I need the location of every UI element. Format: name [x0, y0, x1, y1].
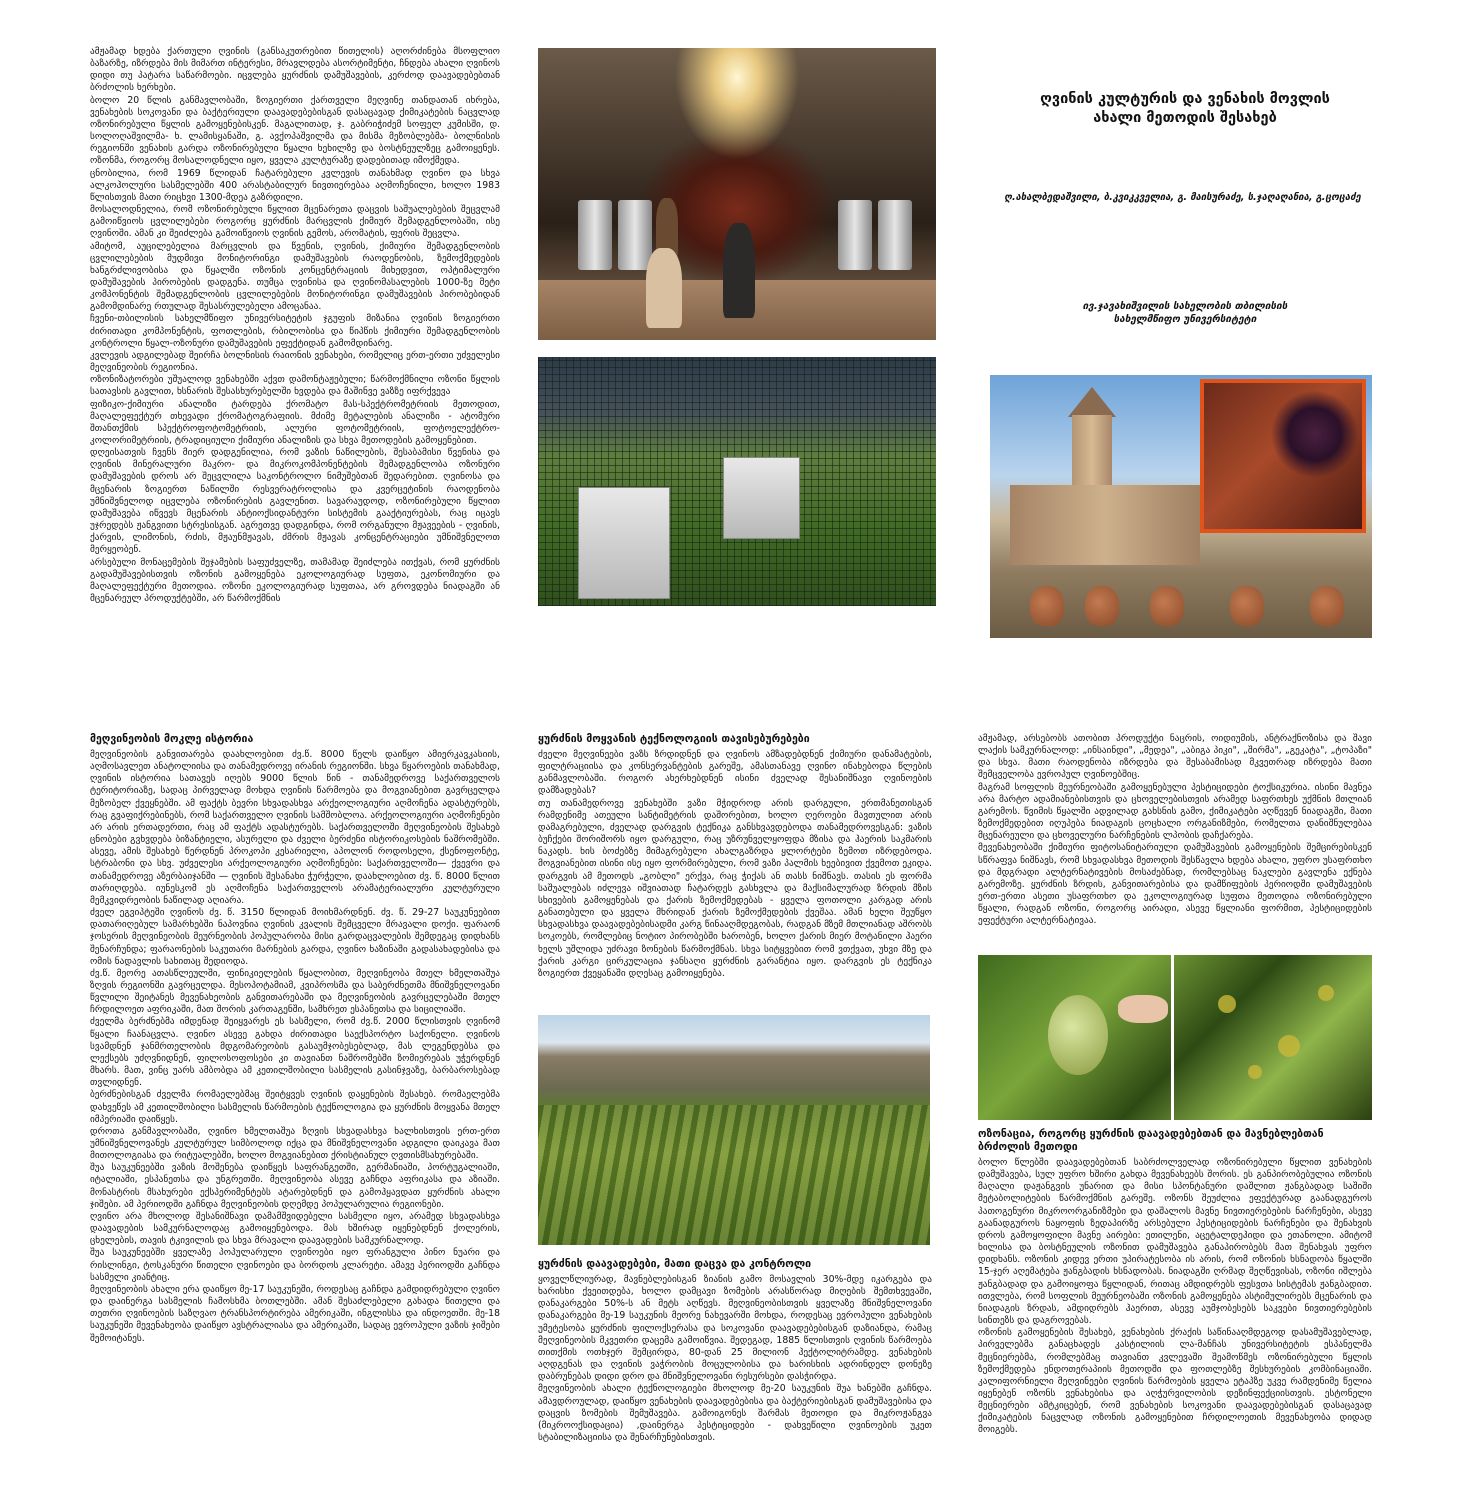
title-line: ახალი მეთოდის შესახებ: [1093, 110, 1277, 126]
institution: [990, 300, 1380, 326]
paragraph: თუ თანამედროვე ვენახებში ვაზი მჭიდროდ არის დარგული, ერთმანეთისგან რამდენიმე ათეული სანტიმეტრის დაშორებით, ხოლო ღეროები მავთულით არის დამაგრებული, ძველად დარგვის ტექნიკა განსხვავდებოდა თანამედროვესგან: ვაზის ბუჩქები შორიშორს იყო დარგული, რაც უზრუნველყოფდა მზისა და ჰაერის საკმარის ნაკადს. ხის ბოძებზე მიმაგრებული ახალგაზრდა ყლორტები ზემოთ იზრდებოდა. მოგვიანებით ისინი ისე იყო ფორმირებული, რომ ვაზი პალმის ხეებივით ქვემოთ ეკიდა. დარგვის ამ მეთოდს „გობლი" ერქვა, რაც ჭიქას ან თასს ნიშნავს. თასის ეს ფორმა საშუალებას იძლევა იშვიათად ჩატარდეს გასხვლა და მაქსიმალურად ზრდის მზის სხივების გამოყენებას და ქარის ზემოქმედებას - ყველა ფოთოლი კარგად არის განათებული და ყველა მხრიდან ქარის ზემოქმედების ქვეშაა. ამან ხელი შეუწყო სხვადასხვა დაავადებებისადმი კარგ წინააღმდეგობას, რადგან მზემ მთლიანად აშრობს სოკოებს, რომლებიც ნოტიო პირობებში ხარობენ, ხოლო ქარის მიერ მოტანილი ჰაერი ხელს უშლიდა უძრავი ზონების წარმოქმნას. სხვა სიტყვებით რომ ვთქვათ, უხვი მზე და ქარის კარგი ცირკულაცია ჯანსაღი ყურძნის გარანტია იყო. დარგვის ეს ტექნიკა ზოგიერთ ქვეყანაში დღესაც გამოიყენება.: [538, 797, 932, 979]
intro-text-column: [90, 46, 500, 690]
paragraph: არსებული მონაცემების შეჯამების საფუძველზე, თამამად შეიძლება ითქვას, რომ ყურძნის გადამუშავებისთვის ოზონის გამოყენება ეკოლოგიურად სუფთა, ეკონომიური და მაღალეფექტური მეთოდია. ოზონი ეკოლოგიურად სუფთაა, არ გროვდება ნიადაგში ან მცენარეულ პროდუქტებში, არ წარმოქმნის: [90, 556, 500, 605]
institution-line: სახელმწიფო უნივერსიტეტი: [1113, 314, 1257, 325]
paragraph: ამჟამად ხდება ქართული ღვინის (განსაკუთრებით წითელის) აღორძინება მსოფლიო ბაზარზე, იზრდება მის მიმართ ინტერესი, მრავლდება ასორტიმენტი, ჩნდება ახალი ღვინოს დიდი თუ პატარა საწარმოები. იცვლება ყურძნის დამუშავების, კერძოდ დაავადებებთან ბრძოლის ხერხები.: [90, 46, 500, 94]
paragraph: ძველ ეგვიპტეში ღვინოს ძვ. წ. 3150 წლიდან მოიხმარდნენ. ძვ. წ. 29-27 საუკუნეებით დათარიღებულ სამარხებში ნაპოვნია ღვინის კვალის შემცველი მრავალი დოქი. ფარაონ ჯოსერის მეღვინეობის მეურნეობის პოპულარობა მისი გარდაცვალების შემდეგაც დიდხანს შენარჩუნდა; ფარაონების საკუთარი მარნების გარდა, ღვინო ხაზინაში გადასახადებისა და ომის ნადავლის სახითაც შედიოდა.: [90, 907, 500, 967]
paragraph: ძველმა ბერძნებმა იმდენად შეიყვარეს ეს სასმელი, რომ ძვ.წ. 2000 წლისთვის ღვინომ წყალი ჩაანაცვლა. ღვინო ასევე გახდა ძირითადი საექსპორტო საქონელი. ღვინოს სვამდნენ ჯანმრთელობის მდგომარეობის გასაუმჯობესებლად, მას ლეგენდებსა და ლექსებს უძღვნიდნენ, ფილოსოფოსები კი თავიანთ ნაშრომებში ზომიერებას უჭერდნენ მხარს. მათ, ვინც უარს ამბობდა ამ კეთილშობილი სასმელის გასინჯვაზე, ბარბაროსებად თვლიდნენ.: [90, 1016, 500, 1089]
paragraph: დღეისათვის ჩვენს მიერ დადგენილია, რომ ვაზის ნაწილების, შესაბამისი წვენისა და ღვინის მინერალური მაკრო- და მიკროკომპონენტების შემადგენლობა ოზონური დამუშავების დროს არ შეცვლილა საკონტროლო ნიმუშებთან შედარებით. ღვინოსა და მცენარის ზოგიერთ ნაწილში რესვერატროლისა და კვერცეტინის რაოდენობა უმნიშვნელოდ იცვლება ოზონირების გავლენით. სავარაუდოდ, ოზონირებული წყლით დამუშავება იწვევს მცენარის ანტიოქსიდანტური სისტემის გააქტიურებას, რაც იცავს უჯრედებს ჟანგვითი სტრესისგან. აგრეთვე დადგინდა, რომ ორგანული მჟავეების - ღვინის, ქარვის, ლიმონის, რძის, მჟაუნმჟავას, ძმრის მჟავას კონცენტრაციები უმნიშვნელოთ მერყეობენ.: [90, 447, 500, 556]
grape-diseases-section: [538, 1258, 932, 1463]
paragraph: ამიტომ, აუცილებელია მარცვლის და წვენის, ღვინის, ქიმიური შემადგენლობის ცვლილებების მუდმივი მონიტორინგი დამუშავების რაოდენობის, ზემოქმედების ხანგრძლივობისა და წყალში ოზონის კონცენტრაციის მიხედვით, ოპტიმალური დამუშავების პირობების დადგენა. თუმცა ღვინისა და ღვინომასალების 1000-ზე მეტი კომპონენტის შემადგენლობის ცვლილებების მონიტორინგი დამუშავების პირობებიდან გამომდინარე რთულად შესასრულებელი ამოცანაა.: [90, 240, 500, 313]
paragraph: ბოლო წლებში დაავადებებთან საბრძოლველად ოზონირებული წყლით ვენახების დამუშავება, სულ უფრო ხშირი გახდა მევენახეებს შორის. ეს განპირობებულია ოზონის მაღალი დაჟანგვის უნარით და მისი სპონტანური დაშლით ჟანგბადად საშიში მეტაბოლიტების წარმოქმნის გარეშე. ოზონს შეუძლია ეფექტურად გაანადგუროს პათოგენური მიკროორგანიზმები და დაშალოს მავნე ნივთიერებების ნარჩენები, ასევე გაანადგუროს ნაყოფის ზედაპირზე არსებული პესტიციდების ნარჩენები და შენახვის დროს გამოყოფილი მავნე აირები: ეთილენი, აცეტალდეჰიდი და ეთანოლი. ამიტომ ხილისა და ბოსტნეულის ოზონით დამუშავება განაპირობებს მათ შენახვას უფრო დიდხანს. ოზონის კიდევ ერთი უპირატესობა ის არის, რომ ოზონის ხსნადობა წყალში 15-ჯერ აღემატება ჟანგბადის ხსნადობას. ნიადაგში ღრმად შეღწევისას, ოზონი იშლება ჟანგბადად და გამოიყოფა წყლიდან, რითაც ამდიდრებს ფესვთა სისტემას ჟანგბადით. ითვლება, რომ სოფლის მეურნეობაში ოზონის გამოყენება ასტიმულირებს მცენარის და ნიადაგის ზრდას, ამდიდრებს ჰაერით, ასევე აუმჯობესებს საკვები ნივთიერებების სინთეზს და დაგროვებას.: [978, 1157, 1372, 1327]
title-line: ღვინის კულტურის და ვენახის მოვლის: [1040, 91, 1330, 107]
paragraph: ოზონის გამოყენების შესახებ, ვენახების ქრაქის საწინააღმდეგოდ დასამუშავებლად, პირველებმა განაცხადეს კასტილიის ლა-მანჩას უნივერსიტეტის ესპანელმა მეცნიერებმა, რომლებმაც თავიანთ კვლევაში შეამოწმეს ოზონირებული წყლის ზემოქმედება ენდოთერაპიის მეთოდში და ფოთლებზე შესხურების კომბინაციაში. კალიფორნიელი მეღვინეები ღვინის წარმოების ყველა ეტაპზე უკვე რამდენიმე წელია იყენებენ ოზონს ვენახებისა და აღჭურვილობის დეზინფექციისთვის. ესტონელი მეცნიერები ამტკიცებენ, რომ ვენახების სოკოვანი დაავადებებისგან დასაცავად ქიმიკატების ნაცვლად ოზონის გამოყენებით ჩრდილოეთის მევენახეობა დიდად მოიგებს.: [978, 1327, 1372, 1436]
paragraph: ბოლო 20 წლის განმავლობაში, ზოგიერთი ქართველი მეღვინე თანდათან იხრება, ვენახების სოკოვანი და ბაქტერიული დაავადებებისგან დასაცავად ქიმიკატების ნაცვლად ოზონირებული წყლის გამოყენებისკენ. მაგალითად, ჯ. გაბრიჭიძემ სოფელ კუმისში, დ. სოლოღაშვილმა- ხ. ლამისყანაში, გ. ავქოპაშვილმა და მისმა მეზობლებმა- ბოლნისის რეგიონში ვენახის გარდა ოზონირებული წყალი ხეხილზე და ბოსტნეულზეც გამოიყენეს. ოზონმა, როგორც მოსალოდნელი იყო, ყველა კულტურაზე დადებითად იმოქმედა.: [90, 94, 500, 167]
solar-ozonizer-station-photo: [538, 357, 936, 606]
ozonation-section: [978, 1128, 1372, 1463]
grape-technology-section: [538, 733, 932, 1008]
paragraph: კვლევის ადგილებად შეირჩა ბოლნისის რაიონის ვენახები, რომელიც ერთ-ერთი უძველესი მეღვინეობის რეგიონია.: [90, 349, 500, 374]
wine-jug-inset-photo: [1200, 379, 1366, 533]
history-section: [90, 733, 500, 1463]
paragraph: ფიზიკო-ქიმიური ანალიზი ტარდება ქრომატო მას-სპექტრომეტრიის მეთოდით, მაღალეფექტურ თხევადი ქრომატოგრაფიის. მძიმე მეტალების ანალიზი - ატომური შთანთქმის სპექტროფოტომეტრიის, ალური ფოტომეტრიის, ფოტოელექტრო-კოლორიმეტრიის, ტრადიციული ქიმიური ანალიზის და სხვა მეთოდების გამოყენებით.: [90, 398, 500, 446]
paragraph: ცნობილია, რომ 1969 წლიდან ჩატარებული კვლევის თანახმად ღვინო და სხვა ალკოჰოლური სასმელებში 400 არასტაბილურ ნივთიერებაა აღმოჩენილი, ხოლო 1983 წლისთვის მათი რიცხვი 1300-მდეა გაზრდილი.: [90, 167, 500, 203]
paragraph: ბერძნებისგან ძველმა რომაელებმაც შეიტყვეს ღვინის დაყენების შესახებ. რომაელებმა დახვეწეს ამ კეთილშობილი სასმელის წარმოების ტექნოლოგია და ყურძნის მოყვანა მთელ იმპერიაში დაიწყეს.: [90, 1089, 500, 1125]
paragraph: მოსალოდნელია, რომ ოზონირებული წყლით მცენარეთა დაცვის საშუალებების შეცვლამ გამოიწვიოს ცვლილებები როგორც ყურძნის მარცვლის ქიმიურ შემადგენლობაში, ისე ღვინოში. ამან კი შეიძლება გამოიწვიოს ღვინის გემოს, არომატის, ფერის შეცვლა.: [90, 204, 500, 240]
paragraph: მაგრამ სოფლის მეურნეობაში გამოყენებული პესტიციდები ტოქსიკურია. ისინი მავნეა არა მარტო ადამიანებისთვის და ცხოველებისთვის არამედ საფრთხეს უქმნის მთლიან გარემოს. წვიმის წყალში ადვილად გახსნის გამო, ქიმიკატები აღწევენ ნიადაგში, მათი ზემოქმედებით იღუპება ნიადაგის ცოცხალი ორგანიზმები, რომელთა დანიშნულებაა მცენარეული და ცხოველური ნარჩენების ლპობის დაჩქარება.: [978, 781, 1372, 842]
paragraph: ოზონიზატორები უშუალოდ ვენახებში აქვთ დამონტაჟებული; წარმოქმნილი ოზონი წყლის სათავსის გავლით, ხსნარის შესასხურებელში ხვდება და მაშინვე ვაზზე იფრქვევა: [90, 374, 500, 398]
paragraph: მეღვინეობის ახალი ერა დაიწყო მე-17 საუკუნეში, როდესაც გაჩნდა გამდიდრებული ღვინო და დაინერგა სასმელის ჩამოსხმა ბოთლებში. ამან შესაძლებელი გახადა წითელი და თეთრი ღვინოების საზღვაო ტრანსპორტირება ამერიკაში, ინგლისსა და ინდოეთში. მე-18 საუკუნეში მევენახეობა დაიწყო ავსტრალიასა და ამერიკაში, სადაც ევროპული ვაზის ჯიშები შემოიტანეს.: [90, 1283, 500, 1344]
authors: ღ.ახალბედაშვილი, ბ.კვიკკველია, გ. მაისურაძე, ს.ჯაღაღანია, გ.ცოცაძე: [1004, 192, 1361, 203]
paragraph: მეღვინეობის განვითარება დაახლოებით ძვ.წ. 8000 წელს დაიწყო ამიერკავკასიის, აღმოსავლეთ ანატოლიისა და თანამედროვე ირანის რეგიონში. სხვა წყაროების თანახმად, ღვინის ისტორია სათავეს იღებს 9000 წლის წინ - თანამედროვე საქართველოს ტერიტორიაზე, სადაც პირველად მოხდა ღვინის წარმოება და მოგვიანებით გავრცელდა მეზობელ ქვეყნებში. ამ ფაქტს ბევრი სხვადასხვა არქეოლოგიური აღმოჩენა ადასტურებს, რაც გვაფიქრებინებს, რომ საქართველო ღვინის სამშობლოა. არქეოლოგიური აღმოჩენები არ არის ერთადერთი, რაც ამ ფაქტს ადასტურებს. საქართველოში მეღვინეობის შესახებ ცნობები გვხვდება ბიზანტიელი, ასურელი და ძველი ბერძენი ისტორიკოსების ნაშრომებში. ასევე, ამის შესახებ წერდნენ პროკოპი კესარიელი, აპოლონ როდოსელი, ქსენოფონტე, სტრაბონი და სხვ. უძველესი არქეოლოგიური აღმოჩენები: საქართველოში— ქვევრი და თანამედროვე აზერბაიჯანში — ღვინის შესანახი ჭურჭელი, დაახლოებით ძვ. წ. 8000 წლით თარიღდება. იუნესკომ ეს აღმოჩენა საქართველოს არამატერიალური კულტურული მემკვიდრეობის ნაწილად აღიარა.: [90, 749, 500, 906]
paragraph: შუა საუკუნეებში ყველაზე პოპულარული ღვინოები იყო ფრანგული პინო ნუარი და რისლინგი, ტოსკანური წითელი ღვინოები და ბორდოს კლარეტი. ამავე პერიოდში გაჩნდა სასმელი კიანტიც.: [90, 1247, 500, 1283]
section-heading: ოზონაცია, როგორც ყურძნის დაავადებებთან და მავნებლებთან ბრძოლის მეთოდი: [978, 1128, 1324, 1153]
institution-line: ივ.ჯავახიშვილის სახელობის თბილისის: [1082, 301, 1288, 312]
paragraph: ღვინო არა მხოლოდ შესანიშნავი დამამშვიდებელი სასმელი იყო, არამედ სხვადასხვა დაავადების სამკურნალოდაც გამოიყენებოდა. მას ხშირად იყენებდნენ ქოლერის, ცხელების, თავის ტკივილის და სხვა მრავალი დაავადების სამკურნალოდ.: [90, 1210, 500, 1247]
wine-cellar-photo: [538, 48, 936, 340]
paragraph: ამჟამად, არსებობს ათობით პროდუქტი ნაცრის, ოიდიუმის, ანტრაქნოზისა და შავი ლაქის სამკურნალოდ: „ინსაინდი", „მედეა", „აბიგა პიკი", „შირმა", „გეკატა", „ტოპაზი" და სხვა. მათი რაოდენობა იზრდება და შესაბამისად მკვეთრად იზრდება მათი შემცველობა ევროპულ ღვინოებშიც.: [978, 733, 1372, 781]
paragraph: ყოველწლიურად, მავნებლებისგან ზიანის გამო მოსავლის 30%-მდე იკარგება და ხარისხი ქვეითდება, ხოლო დამცავი ზომების არასწორად მიღების შემთხვევაში, დანაკარგები 50%-ს ან მეტს აღწევს. მეღვინეობისთვის ყველაზე მნიშვნელოვანი დანაკარგები მე-19 საუკუნის მეორე ნახევარში მოხდა, როდესაც ევროპული ვენახების უმეტესობა ყურძნის ფილოქსერასა და სოკოვანი დაავადებებისგან დაზიანდა, რამაც მეღვინეობის მკვეთრი დაცემა გამოიწვია. შედეგად, 1885 წლისთვის ღვინის წარმოება თითქმის ოთხჯერ შემცირდა, 80-დან 25 მილიონ ჰექტოლიტრამდე. ვენახების აღდგენას და ღვინის ვაჭრობის მოცულობისა და ხარისხის ადრინდელ დონეზე დაბრუნებას დიდი დრო და მნიშვნელოვანი რესურსები დასჭირდა.: [538, 1274, 932, 1383]
church-and-qvevri-photo: [990, 375, 1372, 638]
paragraph: ძველი მეღვინეები ვაზს ზრდიდნენ და ღვინოს ამზადებდნენ ქიმიური დანამატების, ფილტრაციისა და კონსერვანტების გარეშე, ამასთანავე ღვინო ინახებოდა წლების განმავლობაში. როგორ ახერხებდნენ ისინი ძველად შესანიშნავი ღვინოების დამზადებას?: [538, 749, 932, 797]
paragraph: მევენახეობაში ქიმიური ფიტოსანიტარიული დამუშავების გამოყენების შემცირებისკენ სწრაფვა ნიშნავს, რომ სხვადასხვა მეთოდის შესწავლა ხდება ახალი, უფრო უსაფრთხო და მდგრადი ალტერნატივების მოსაძებნად, რომლებსაც ნაკლები გავლენა ექნება გარემოზე. ყურძნის ზრდის, განვითარებისა და დამწიფების პერიოდში დამუშავების ერთ-ერთი ასეთი უსაფრთხო და ეკოლოგიურად სუფთა მეთოდია ოზონირებული წყალი, რადგან ოზონი, როგორც აირადი, ასევე წყლიანი ფორმით, პესტიციდების ეფექტური ალტერნატივაა.: [978, 842, 1372, 927]
grapes-and-leaves-photo: [978, 955, 1372, 1120]
paragraph: მეღვინეობის ახალი ტექნოლოგიები მხოლოდ მე-20 საუკუნის შუა ხანებში გაჩნდა. ამავდროულად, დაიწყო ვენახების დაავადებებისა და ბაქტერიებისგან დამუშავებისა და დაცვის ზომების შემუშავება. გამოიგონეს შარმას მეთოდი და მიკროჟანგვა (მიკროოქსიდაცია) ,დაინერგა პესტიციდები - დახვეწილი ღვინოების უკეთ სტაბილიზაციისა და შენარჩუნებისთვის.: [538, 1383, 932, 1444]
section-heading: ყურძნის დაავადებები, მათი დაცვა და კონტროლი: [538, 1258, 812, 1270]
vineyard-landscape-photo: [538, 1015, 930, 1245]
paragraph: შუა საუკუნეებში ვაზის მოშენება დაიწყეს საფრანგეთში, გერმანიაში, პორტუგალიაში, იტალიაში, ესპანეთსა და უნგრეთში. მეღვინეობა ასევე გაჩნდა აფრიკასა და აზიაში. მონასტრის მსახურები ექსპერიმენტებს ატარებდნენ და გამოჰყავდათ ყურძნის ახალი ჯიშები. ამ პერიოდში გაჩნდა მეღვინეობის დღემდე პოპულარულია რეგიონები.: [90, 1162, 500, 1210]
paragraph: ჩვენი-თბილისის სახელმწიფო უნივერსიტეტის ჯგუფის მიზანია ღვინის ზოგიერთი ძირითადი კომპონენტის, ფოთლების, რბილობისა და წიპწის ქიმიური შემადგენლობის კონტროლი წყალ-ოზონური დამუშავების ეფექტიდან გამომდინარე.: [90, 313, 500, 349]
poster-title: [990, 90, 1380, 128]
section-heading: მეღვინეობის მოკლე ისტორია: [90, 733, 254, 745]
paragraph: დროთა განმავლობაში, ღვინო ხმელთაშუა ზღვის სხვადასხვა ხალხისთვის ერთ-ერთ უმნიშვნელოვანეს კულტურულ სიმბოლოდ იქცა და მნიშვნელოვანი ადგილი დაიკავა მათ მითოლოგიასა და რიტუალებში, ხოლო მოგვიანებით ქრისტიანულ ღვთისმსახურებაში.: [90, 1125, 500, 1162]
pesticides-text: [978, 733, 1372, 951]
section-heading: ყურძნის მოყვანის ტექნოლოგიის თავისებურებები: [538, 733, 810, 745]
paragraph: ძვ.წ. მეორე ათასწლეულში, ფინიკიელების წყალობით, მეღვინეობა მთელ ხმელთაშუა ზღვის რეგიონში გავრცელდა. მესოპოტამიამ, კვიპროსმა და საბერძნეთმა მნიშვნელოვანი წვლილი შეიტანეს მევენახეობის განვითარებაში და მეღვინეობის გავრცელებაში მთელ ჩრდილოეთ აფრიკაში, მათ შორის კართაგენში, სამხრეთ ესპანეთსა და სიცილიაში.: [90, 967, 500, 1016]
